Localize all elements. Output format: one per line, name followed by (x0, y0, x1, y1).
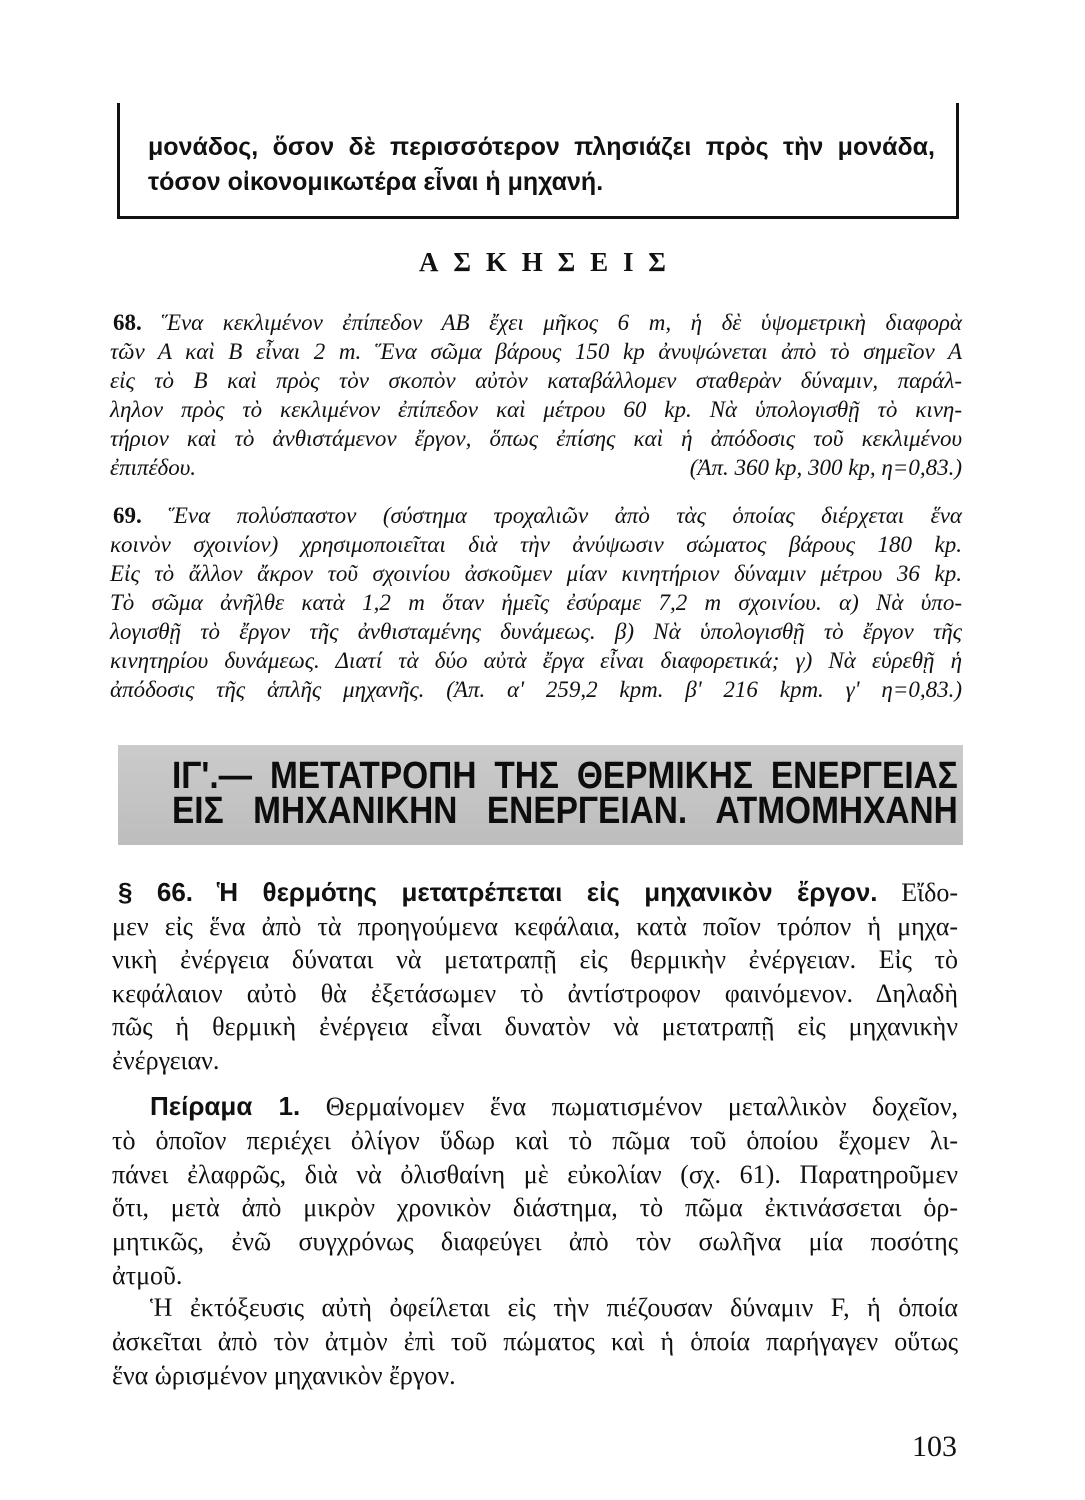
text-line: ἀτμοῦ. (112, 1260, 183, 1290)
exercises-heading: ΑΣΚΗΣΕΙΣ (419, 247, 681, 277)
text-line: νικὴ ἐνέργεια δύναται νὰ μετατραπῇ εἰς θερμικὴν ἐνέργειαν. Εἰς τὸ (112, 945, 958, 974)
text-line (110, 453, 962, 482)
exercise-answer: (Ἀπ. α' 259,2 kpm. β' 216 kpm. γ' η=0,83.) (446, 677, 962, 702)
section-66 (112, 876, 958, 1077)
text-line (112, 876, 958, 910)
line-text: Θερμαίνομεν ἕνα πωματισμένον μεταλλικὸν δοχεῖον, (325, 1092, 959, 1121)
experiment-paragraph (112, 1090, 958, 1293)
text-line: κεφάλαιον αὐτὸ θὰ ἐξετάσωμεν τὸ ἀντίστροφον φαινόμενον. Δηλαδὴ (112, 978, 958, 1008)
text-line (112, 1090, 958, 1124)
section-title: Ἡ θερμότης μετατρέπεται εἰς μηχανικὸν ἔργον. (216, 877, 878, 907)
exercise-number: 68. (113, 310, 142, 335)
text-line: τήριον καὶ τὸ ἀνθιστάμενον ἔργον, ὅπως ἐπίσης καὶ ἡ ἀπόδοσις τοῦ κεκλιμένου (110, 426, 962, 451)
text-line: Ἡ ἐκτόξευσις αὐτὴ ὀφείλεται εἰς τὴν πιέζουσαν δύναμιν F, ἡ ὁποία (150, 1293, 958, 1322)
text-line: πάνει ἐλαφρῶς, διὰ νὰ ὀλισθαίνη μὲ εὐκολίαν (σχ. 61). Παρατηροῦμεν (112, 1159, 958, 1189)
text-line: Τὸ σῶμα ἀνῆλθε κατὰ 1,2 m ὅταν ἡμεῖς ἐσύραμε 7,2 m σχοινίου. α) Νὰ ὑπο- (110, 590, 962, 615)
text-line: Εἰς τὸ ἄλλον ἄκρον τοῦ σχοινίου ἀσκοῦμεν μίαν κινητήριον δύναμιν μέτρου 36 kp. (110, 561, 962, 586)
exercise-69 (110, 501, 962, 704)
text-line: εἰς τὸ Β καὶ πρὸς τὸν σκοπὸν αὐτὸν καταβάλλομεν σταθερὰν δύναμιν, παράλ- (110, 368, 962, 393)
line-text: Ἕνα κεκλιμένον ἐπίπεδον ΑΒ ἔχει μῆκος 6 m, ἡ δὲ ὑψομετρικὴ διαφορὰ (161, 310, 963, 335)
chapter-title-line: ΙΓ'.— ΜΕΤΑΤΡΟΠΗ ΤΗΣ ΘΕΡΜΙΚΗΣ ΕΝΕΡΓΕΙΑΣ (172, 755, 958, 797)
section-number: § 66. (118, 877, 194, 907)
text-line (110, 675, 962, 704)
line-text: Ἕνα πολύσπαστον (σύστημα τροχαλιῶν ἀπὸ τὰς ὁποίας διέρχεται ἕνα (168, 503, 963, 528)
exercise-answer: (Ἀπ. 360 kp, 300 kp, η=0,83.) (689, 455, 962, 480)
chapter-title-line: ΕΙΣ ΜΗΧΑΝΙΚΗΝ ΕΝΕΡΓΕΙΑΝ. ΑΤΜΟΜΗΧΑΝΗ (172, 790, 958, 832)
text-line (110, 308, 962, 337)
text-line: κοινὸν σχοινίον) χρησιμοποιεῖται διὰ τὴν ἀνύψωσιν σώματος βάρους 180 kp. (110, 532, 962, 557)
text-line: μεν εἰς ἕνα ἀπὸ τὰ προηγούμενα κεφάλαια, κατὰ ποῖον τρόπον ἡ μηχα- (112, 911, 958, 941)
text-line: λογισθῇ τὸ ἔργον τῆς ἀνθισταμένης δυνάμεως. β) Νὰ ὑπολογισθῇ τὸ ἔργον τῆς (110, 619, 962, 644)
text-line: ληλον πρὸς τὸ κεκλιμένον ἐπίπεδον καὶ μέτρου 60 kp. Νὰ ὑπολογισθῇ τὸ κινη- (110, 397, 962, 422)
experiment-label: Πείραμα 1. (150, 1091, 301, 1121)
text-line: πῶς ἡ θερμικὴ ἐνέργεια εἶναι δυνατὸν νὰ μετατραπῇ εἰς μηχανικὴν (112, 1012, 958, 1041)
page-number: 103 (912, 1430, 957, 1463)
line-text: Εἴδο- (901, 878, 959, 907)
text-line (110, 501, 962, 530)
exercise-number: 69. (113, 503, 142, 528)
conclusion-paragraph (112, 1291, 958, 1392)
line-text: ἐπιπέδου. (110, 455, 197, 480)
text-line: μονάδος, ὅσον δὲ περισσότερον πλησιάζει πρὸς τὴν μονάδα, (148, 133, 935, 161)
text-line: μητικῶς, ἐνῶ συγχρόνως διαφεύγει ἀπὸ τὸν σωλῆνα μία ποσότης (112, 1227, 958, 1257)
text-line: τῶν Α καὶ Β εἶναι 2 m. Ἕνα σῶμα βάρους 150 kp ἀνυψώνεται ἀπὸ τὸ σημεῖον Α (110, 339, 962, 364)
highlight-box-text (148, 130, 935, 200)
text-line: τὸ ὁποῖον περιέχει ὀλίγον ὕδωρ καὶ τὸ πῶμα τοῦ ὁποίου ἔχομεν λι- (112, 1125, 958, 1155)
text-line: ὅτι, μετὰ ἀπὸ μικρὸν χρονικὸν διάστημα, τὸ πῶμα ἐκτινάσσεται ὁρ- (112, 1193, 958, 1223)
line-text: ἀπόδοσις τῆς ἁπλῆς μηχανῆς. (110, 677, 425, 702)
text-line: τόσον οἰκονομικωτέρα εἶναι ἡ μηχανή. (148, 168, 604, 196)
text-line: ἐνέργειαν. (112, 1045, 220, 1075)
text-line: ἕνα ὡρισμένον μηχανικὸν ἔργον. (112, 1360, 456, 1390)
text-line: κινητηρίου δυνάμεως. Διατί τὰ δύο αὐτὰ ἔργα εἶναι διαφορετικά; γ) Νὰ εὑρεθῇ ἡ (110, 648, 962, 673)
exercise-68 (110, 308, 962, 482)
text-line: ἀσκεῖται ἀπὸ τὸν ἀτμὸν ἐπὶ τοῦ πώματος καὶ ἡ ὁποία παρήγαγεν οὕτως (112, 1326, 958, 1356)
